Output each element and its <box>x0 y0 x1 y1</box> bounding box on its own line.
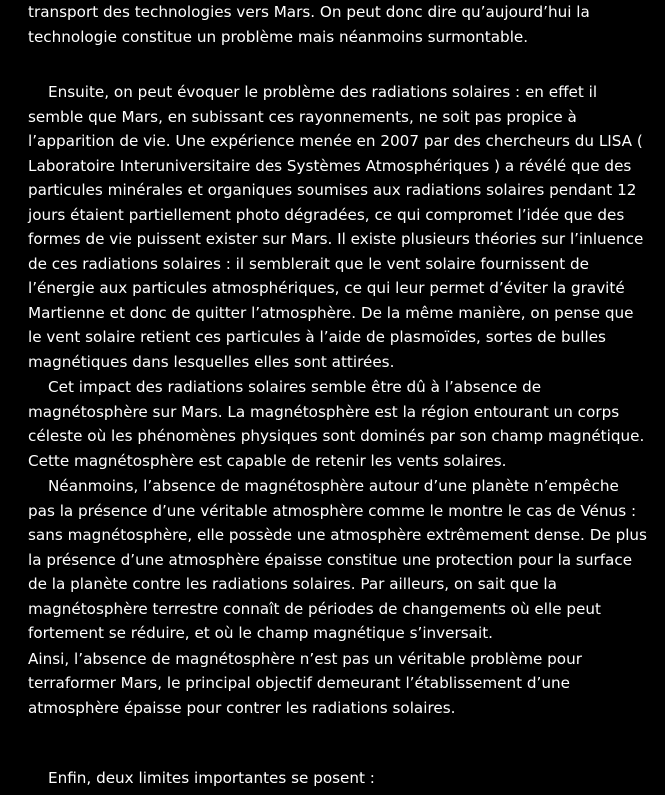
paragraph-solar-radiation: Ensuite, on peut évoquer le problème des radiations solaires : en effet il semble que Mars, en subissant ces rayonnements, ne soit pas propice à l’apparition de vie. Une expérience menée en 2007 par des chercheurs du LISA ( Laboratoire Interuniversitaire des Systèmes Atmosphériques ) a révélé que des particules minérales et organiques soumises aux radiations solaires pendant 12 jours étaient partiellement photo dégradées, ce qui compromet l’idée que des formes de vie puissent exister sur Mars. Il existe plusieurs théories sur l’inluence de ces radiations solaires : il semblerait que le vent solaire fournissent de l’énergie aux particules atmosphériques, ce qui leur permet d’éviter la gravité Martienne et donc de quitter l’atmosphère. De la même manière, on pense que le vent solaire retient ces particules à l’aide de plasmoïdes, sortes de bulles magnétiques dans lesquelles elles sont attirées. <box>28 83 644 371</box>
paragraph-venus-example: Néanmoins, l’absence de magnétosphère autour d’une planète n’empêche pas la présence d’une véritable atmosphère comme le montre le cas de Vénus : sans magnétosphère, elle possède une atmosphère extrêmement dense. De plus la présence d’une atmosphère épaisse constitue une protection pour la surface de la planète contre les radiations solaires. Par ailleurs, on sait que la magnétosphère terrestre connaît de périodes de changements où elle peut fortement se réduire, et où le champ magnétique s’inversait. <box>28 477 647 642</box>
paragraph-limits-intro: Enfin, deux limites importantes se posent : <box>48 769 375 787</box>
paragraph-terraforming-conclusion: Ainsi, l’absence de magnétosphère n’est pas un véritable problème pour terraformer Mars, le principal objectif demeurant l’établissement d’une atmosphère épaisse pour contrer les radiations solaires. <box>28 649 582 717</box>
document-body <box>28 0 648 791</box>
paragraph-magnetosphere-absence: Cet impact des radiations solaires semble être dû à l’absence de magnétosphère sur Mars. La magnétosphère est la région entourant un corps céleste où les phénomènes physiques sont dominés par son champ magnétique. Cette magnétosphère est capable de retenir les vents solaires. <box>28 378 645 470</box>
paragraph-technology-conclusion: transport des technologies vers Mars. On peut donc dire qu’aujourd’hui la technologie constitue un problème mais néanmoins surmontable. <box>28 3 590 46</box>
